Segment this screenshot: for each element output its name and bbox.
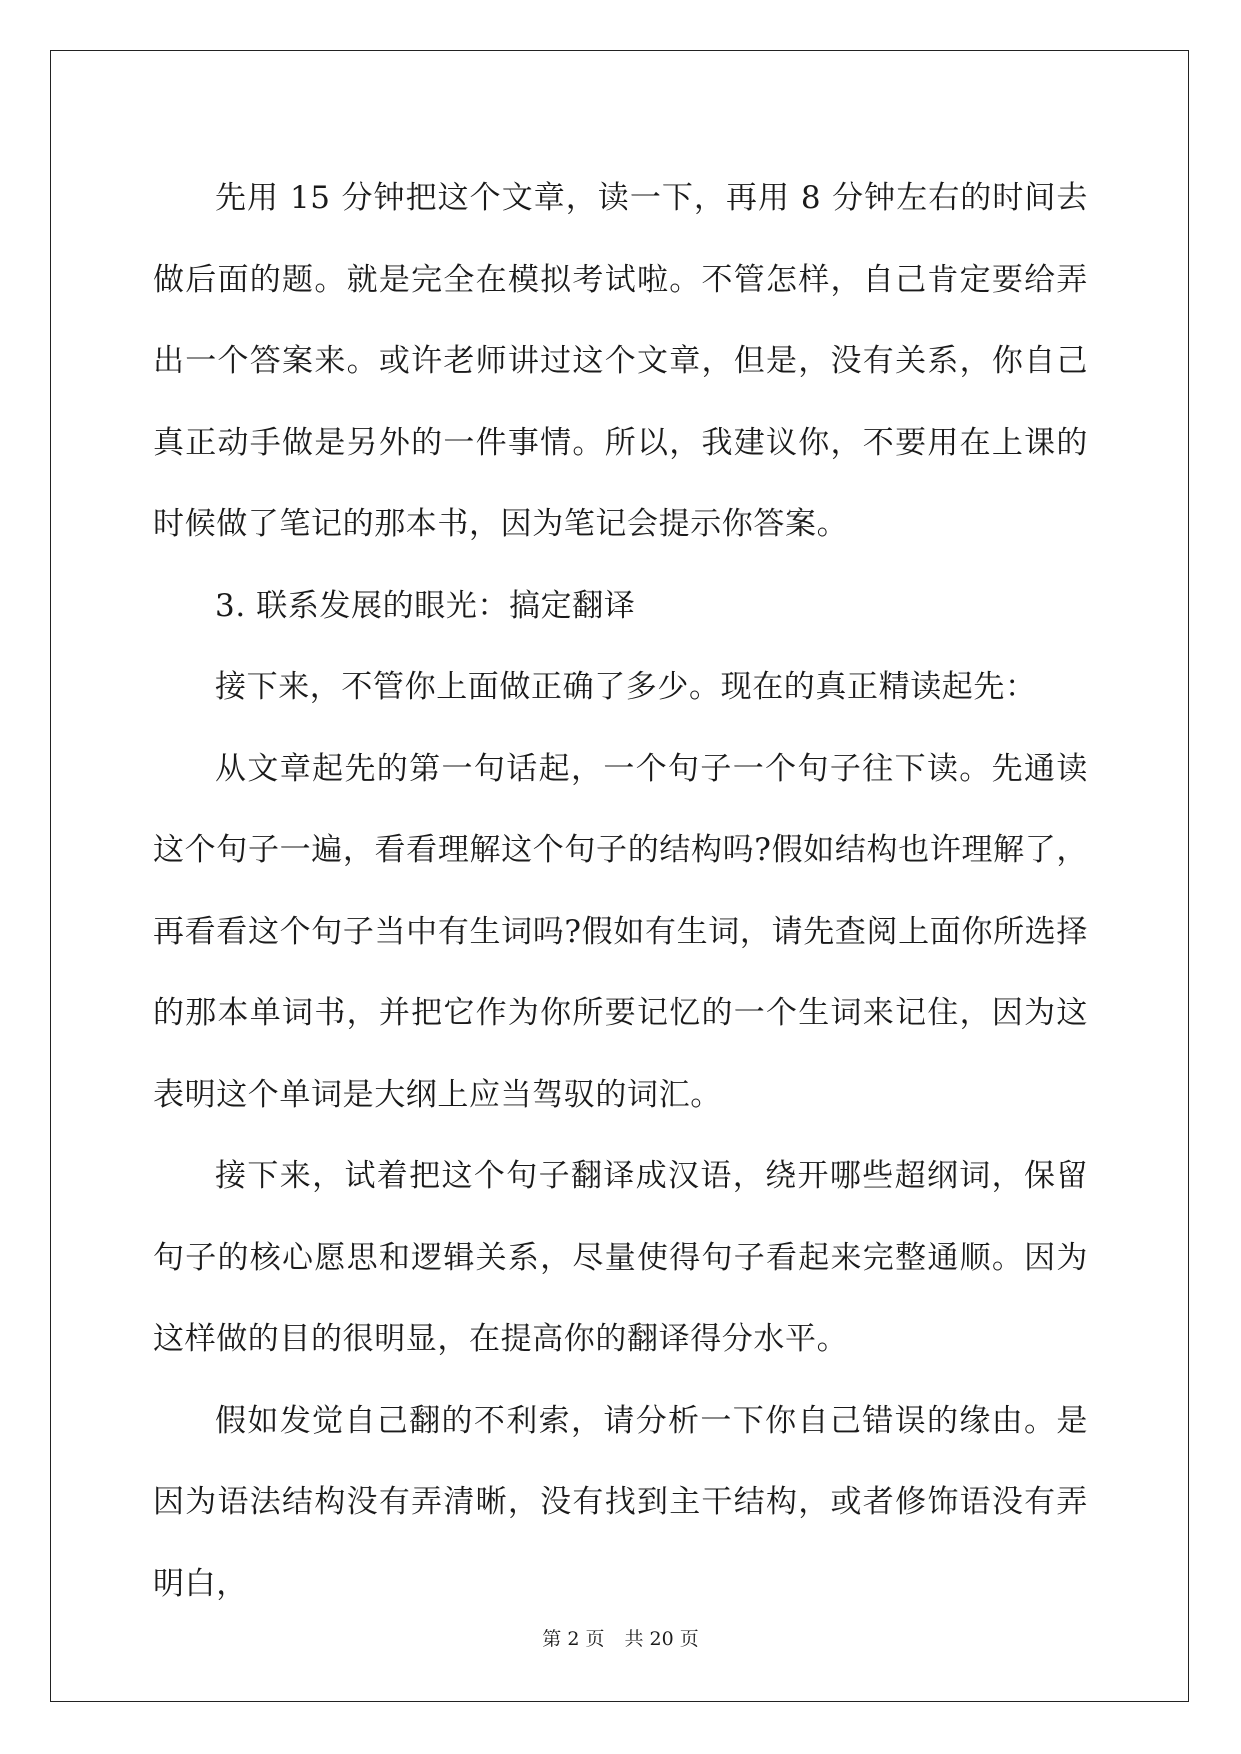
document-body — [153, 158, 1088, 1625]
paragraph-4: 接下来，试着把这个句子翻译成汉语，绕开哪些超纲词，保留句子的核心愿思和逻辑关系，尽量使得句子看起来完整通顺。因为这样做的目的很明显，在提高你的翻译得分水平。 — [153, 1158, 1088, 1357]
page-number: 第 2 页 — [542, 1628, 605, 1650]
paragraph-5: 假如发觉自己翻的不利索，请分析一下你自己错误的缘由。是因为语法结构没有弄清晰，没有找到主干结构，或者修饰语没有弄明白， — [153, 1402, 1088, 1602]
paragraph-1: 先用 15 分钟把这个文章，读一下，再用 8 分钟左右的时间去做后面的题。就是完全在模拟考试啦。不管怎样，自己肯定要给弄出一个答案来。或许老师讲过这个文章，但是，没有关系，你自己真正动手做是另外的一件事情。所以，我建议你，不要用在上课的时候做了笔记的那本书，因为笔记会提示你答案。 — [153, 180, 1088, 542]
section-heading: 3. 联系发展的眼光：搞定翻译 — [215, 587, 636, 624]
paragraph-2: 接下来，不管你上面做正确了多少。现在的真正精读起先： — [215, 669, 1037, 705]
page-footer — [0, 1627, 1241, 1651]
paragraph-3: 从文章起先的第一句话起，一个句子一个句子往下读。先通读这个句子一遍，看看理解这个句子的结构吗?假如结构也许理解了，再看看这个句子当中有生词吗?假如有生词，请先查阅上面你所选择的那本单词书，并把它作为你所要记忆的一个生词来记住，因为这表明这个单词是大纲上应当驾驭的词汇。 — [153, 750, 1088, 1113]
page-total: 共 20 页 — [624, 1628, 699, 1650]
